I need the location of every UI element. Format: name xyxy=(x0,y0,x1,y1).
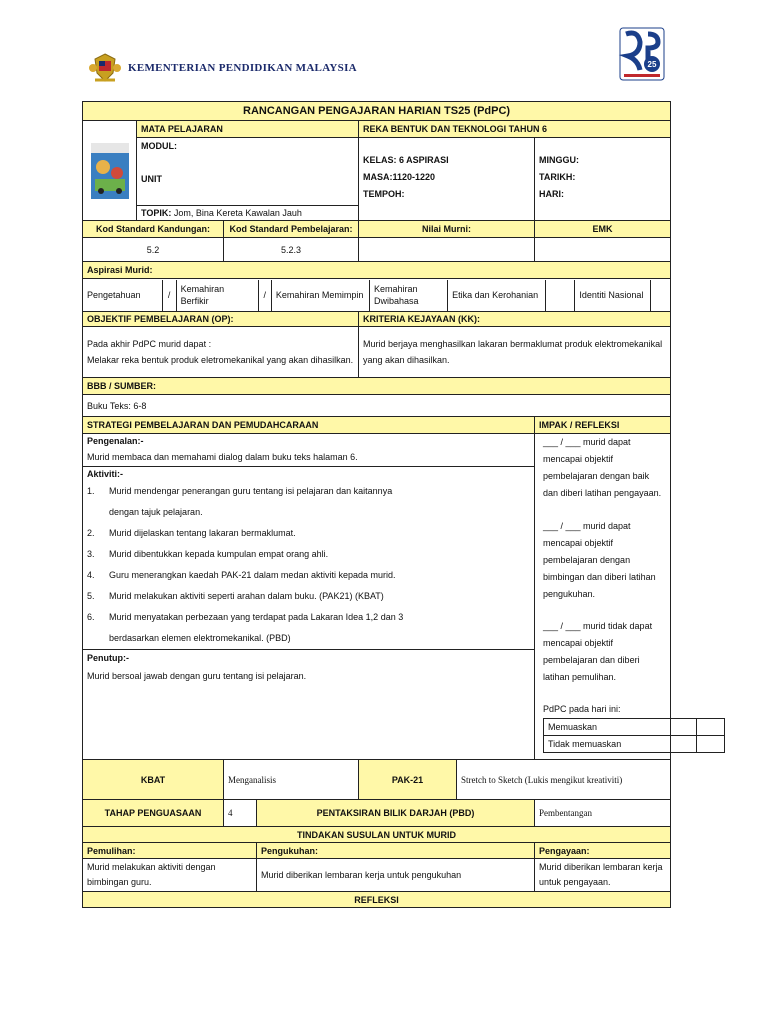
nilai-murni-value xyxy=(359,238,535,262)
aktiviti-item-number: 5. xyxy=(87,591,95,601)
aktiviti-item-number: 1. xyxy=(87,486,95,496)
modul-label: MODUL: xyxy=(141,141,177,151)
aktiviti-item xyxy=(87,565,530,586)
op-text xyxy=(83,327,359,378)
topik-label: TOPIK: xyxy=(141,208,172,218)
pemulihan-label: Pemulihan: xyxy=(83,843,257,859)
aktiviti-item-text: Murid mendengar penerangan guru tentang isi pelajaran dan kaitannya xyxy=(109,486,393,496)
pengayaan-text: Murid diberikan lembaran kerja untuk pengayaan. xyxy=(535,859,671,892)
kk-text: Murid berjaya menghasilkan lakaran bermaklumat produk elektromekanikal yang akan dihasilkan. xyxy=(359,327,671,378)
aspirasi-berfikir: Kemahiran Berfikir xyxy=(176,280,258,311)
aspirasi-memimpin: Kemahiran Memimpin xyxy=(271,280,369,311)
aktiviti-item xyxy=(87,481,530,502)
aktiviti-section xyxy=(83,467,534,650)
impak-1: ___ / ___ murid dapat mencapai objektif pembelajaran dengan baik dan diberi latihan pengayaan. xyxy=(543,437,662,498)
aktiviti-label: Aktiviti:- xyxy=(87,469,123,479)
pdpc-label: PdPC pada hari ini: xyxy=(543,704,621,714)
bbm-label: BBB / SUMBER: xyxy=(83,378,671,395)
ksp-value: 5.2.3 xyxy=(224,238,359,262)
ksk-label: Kod Standard Kandungan: xyxy=(83,221,224,238)
aktiviti-item-text: Murid dibentukkan kepada kumpulan empat orang ahli. xyxy=(109,549,329,559)
hari-label: HARI: xyxy=(539,189,564,199)
aspirasi-etika: Etika dan Kerohanian xyxy=(448,280,546,311)
tempoh-label: TEMPOH: xyxy=(363,189,405,199)
aktiviti-item-number: 6. xyxy=(87,612,95,622)
masa-value: MASA:1120-1220 xyxy=(363,172,436,182)
topik-cell xyxy=(137,206,359,221)
unit-label: UNIT xyxy=(141,174,162,184)
tindakan-label: TINDAKAN SUSULAN UNTUK MURID xyxy=(83,827,671,843)
penutup-text: Murid bersoal jawab dengan guru tentang isi pelajaran. xyxy=(87,671,307,681)
kelas-value: KELAS: 6 ASPIRASI xyxy=(363,155,449,165)
pbd-value: Pembentangan xyxy=(535,800,671,827)
op-line1: Pada akhir PdPC murid dapat : xyxy=(87,339,212,349)
memuaskan-checkbox[interactable] xyxy=(697,719,725,736)
pengayaan-label: Pengayaan: xyxy=(535,843,671,859)
aktiviti-item-text: Murid menyatakan perbezaan yang terdapat pada Lakaran Idea 1,2 dan 3 xyxy=(109,612,404,622)
minggu-label: MINGGU: xyxy=(539,155,579,165)
minggu-cell xyxy=(535,138,671,221)
aspirasi-berfikir-mark: / xyxy=(258,280,271,311)
aktiviti-item xyxy=(87,607,530,628)
aspirasi-label: Aspirasi Murid: xyxy=(83,262,671,279)
mata-pelajaran-label: MATA PELAJARAN xyxy=(137,121,359,138)
aktiviti-item xyxy=(87,586,530,607)
form-title: RANCANGAN PENGAJARAN HARIAN TS25 (PdPC) xyxy=(83,102,671,121)
mata-pelajaran-value: REKA BENTUK DAN TEKNOLOGI TAHUN 6 xyxy=(359,121,671,138)
aktiviti-item-text: Murid melakukan aktiviti seperti arahan dalam buku. (PAK21) (KBAT) xyxy=(109,591,384,601)
memuaskan-label: Memuaskan xyxy=(544,719,697,736)
pengukuhan-label: Pengukuhan: xyxy=(257,843,535,859)
tidak-memuaskan-checkbox[interactable] xyxy=(697,736,725,753)
pdpc-rating-table xyxy=(543,718,725,753)
ministry-header xyxy=(88,48,357,88)
aktiviti-item-number xyxy=(87,628,109,649)
pemulihan-text: Murid melakukan aktiviti dengan bimbingan guru. xyxy=(83,859,257,892)
ksp-label: Kod Standard Pembelajaran: xyxy=(224,221,359,238)
aspirasi-dwibahasa: Kemahiran Dwibahasa xyxy=(369,280,447,311)
pak21-value: Stretch to Sketch (Lukis mengikut kreativiti) xyxy=(457,760,671,800)
aktiviti-item-text: dengan tajuk pelajaran. xyxy=(109,507,203,517)
aktiviti-item xyxy=(87,628,530,649)
ksk-value: 5.2 xyxy=(83,238,224,262)
textbook-cover-image xyxy=(91,143,129,199)
aktiviti-item-text: Guru menerangkan kaedah PAK-21 dalam medan aktiviti kepada murid. xyxy=(109,570,396,580)
aktiviti-item xyxy=(87,523,530,544)
kbat-label: KBAT xyxy=(83,760,224,800)
aktiviti-item-number: 3. xyxy=(87,549,95,559)
pengenalan-section xyxy=(83,434,534,467)
emk-label: EMK xyxy=(535,221,671,238)
aspirasi-identiti-mark xyxy=(651,280,670,311)
pengenalan-text: Murid membaca dan memahami dialog dalam buku teks halaman 6. xyxy=(87,452,358,462)
impak-label: IMPAK / REFLEKSI xyxy=(535,417,671,434)
bbm-value: Buku Teks: 6-8 xyxy=(83,395,671,417)
logo-number: 25 xyxy=(647,60,657,69)
aktiviti-item xyxy=(87,502,530,523)
topik-value: Jom, Bina Kereta Kawalan Jauh xyxy=(173,208,302,218)
tahap-label: TAHAP PENGUASAAN xyxy=(83,800,224,827)
kk-label: KRITERIA KEJAYAAN (KK): xyxy=(359,312,671,327)
modul-unit-cell xyxy=(137,138,359,206)
penutup-label: Penutup:- xyxy=(87,653,129,663)
pengenalan-label: Pengenalan:- xyxy=(87,436,144,446)
lesson-plan-table xyxy=(82,101,671,908)
aspirasi-pengetahuan: Pengetahuan xyxy=(83,280,162,311)
ministry-name: KEMENTERIAN PENDIDIKAN MALAYSIA xyxy=(128,62,357,74)
impak-2: ___ / ___ murid dapat mencapai objektif pembelajaran dengan bimbingan dan diberi latihan pengukuhan. xyxy=(543,521,656,599)
aspirasi-row xyxy=(83,279,671,312)
tarikh-label: TARIKH: xyxy=(539,172,576,182)
aktiviti-item-text: Murid dijelaskan tentang lakaran bermaklumat. xyxy=(109,528,296,538)
aktiviti-item-number: 4. xyxy=(87,570,95,580)
aktiviti-list xyxy=(87,481,530,649)
impak-3: ___ / ___ murid tidak dapat mencapai objektif pembelajaran dan diberi latihan pemulihan. xyxy=(543,621,653,682)
malaysia-crest-icon xyxy=(88,51,122,85)
strategi-label: STRATEGI PEMBELAJARAN DAN PEMUDAHCARAAN xyxy=(83,417,535,434)
refleksi-label: REFLEKSI xyxy=(83,892,671,908)
emk-value xyxy=(535,238,671,262)
textbook-cover xyxy=(83,121,137,221)
pengukuhan-text: Murid diberikan lembaran kerja untuk pengukuhan xyxy=(257,859,535,892)
aktiviti-item-number: 2. xyxy=(87,528,95,538)
pak21-label: PAK-21 xyxy=(359,760,457,800)
tidak-memuaskan-label: Tidak memuaskan xyxy=(544,736,697,753)
penutup-section xyxy=(83,650,534,686)
strategi-content xyxy=(83,434,535,760)
nilai-murni-label: Nilai Murni: xyxy=(359,221,535,238)
aktiviti-item xyxy=(87,544,530,565)
aspirasi-identiti: Identiti Nasional xyxy=(575,280,651,311)
ts25-logo-icon xyxy=(618,26,666,82)
op-label: OBJEKTIF PEMBELAJARAN (OP): xyxy=(83,312,359,327)
kelas-cell xyxy=(359,138,535,221)
op-line2: Melakar reka bentuk produk eletromekanikal yang akan dihasilkan. xyxy=(87,355,354,365)
kbat-value: Menganalisis xyxy=(224,760,359,800)
aktiviti-item-number xyxy=(87,502,109,523)
aspirasi-etika-mark xyxy=(546,280,575,311)
aktiviti-item-text: berdasarkan elemen elektromekanikal. (PBD) xyxy=(109,633,291,643)
tahap-value: 4 xyxy=(224,800,257,827)
aspirasi-pengetahuan-mark: / xyxy=(162,280,176,311)
impak-content xyxy=(535,434,671,760)
pbd-label: PENTAKSIRAN BILIK DARJAH (PBD) xyxy=(257,800,535,827)
